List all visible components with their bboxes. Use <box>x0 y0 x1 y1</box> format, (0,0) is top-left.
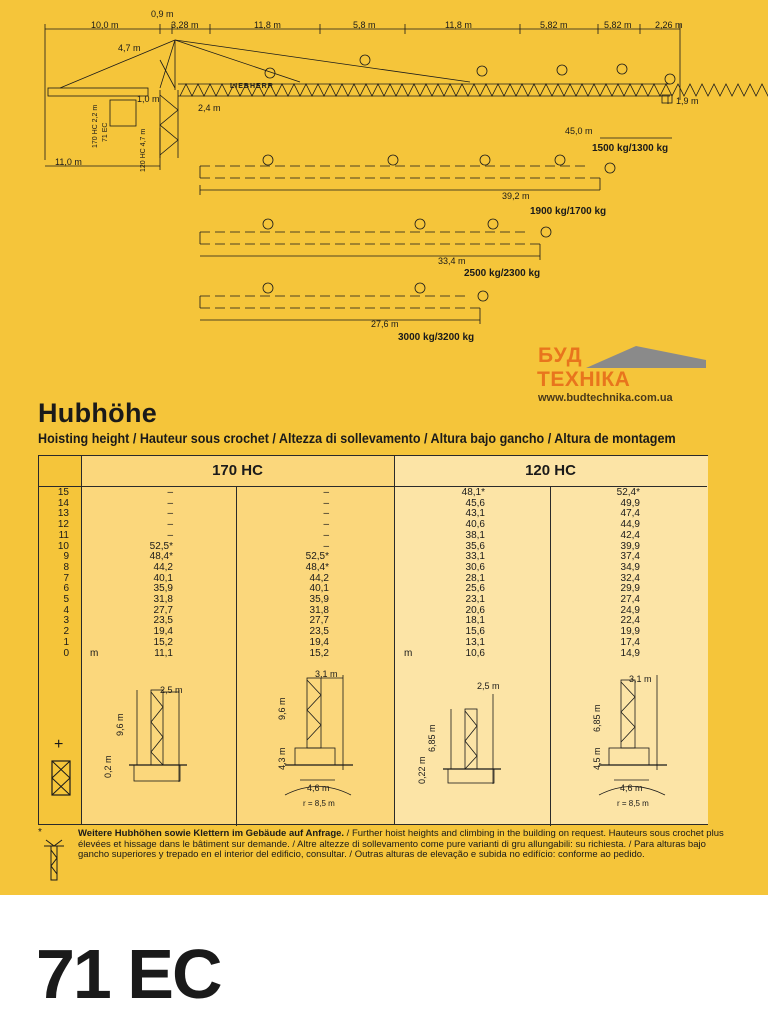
table-cell: – <box>323 497 329 509</box>
divider <box>81 456 82 824</box>
table-cell: 25,6 <box>465 583 485 595</box>
table-cell: 17,4 <box>620 636 640 648</box>
table-cell: 27,7 <box>309 615 329 627</box>
vertical-label: 120 HC 4,7 m <box>140 128 147 172</box>
table-cell: – <box>323 508 329 520</box>
dim-label: 5,82 m <box>604 20 632 30</box>
table-cell: 18,1 <box>465 615 485 627</box>
height-index: 15 <box>57 487 69 498</box>
table-cell: – <box>323 540 329 552</box>
table-cell: 40,1 <box>153 572 173 584</box>
height-index: 5 <box>63 594 69 606</box>
table-cell: 37,4 <box>620 551 640 563</box>
height-index: 12 <box>57 519 69 531</box>
height-index: 11 <box>58 529 69 541</box>
table-cell: 15,6 <box>465 626 485 638</box>
load-label: 1500 kg/1300 kg <box>592 143 669 154</box>
load-label: 2500 kg/2300 kg <box>464 268 541 279</box>
dim-label: 3,28 m <box>171 20 199 30</box>
table-cell: – <box>167 487 173 498</box>
table-cell: 20,6 <box>465 604 485 616</box>
values-170hc-a <box>145 488 173 659</box>
crane-jib-diagram <box>0 0 768 345</box>
foundation-diagram <box>265 670 385 800</box>
table-cell: 48,1* <box>461 487 485 498</box>
tower-section-icon <box>51 760 71 796</box>
table-cell: 23,5 <box>153 615 173 627</box>
hoisting-height-table <box>38 455 708 825</box>
table-cell: 27,7 <box>153 604 173 616</box>
watermark-url[interactable]: www.budtechnika.com.ua <box>538 392 673 404</box>
vertical-label: 170 HC 2,2 m <box>92 104 99 148</box>
footnote-rest: / Further hoist heights and climbing in the building on request. Hauteurs sous crochet plus élevées et hissage dans le bâtiment sur demande. / Altre altezze di sollevamento come pure varianti di gru allungabili: su richiesta. / Para alturas bajo gancho superiores y trepado en el interior del edificio, consultar. / Outras alturas de elevação e subida no edifício: conforme ao pedido. <box>78 828 724 861</box>
vertical-label: 71 EC <box>102 122 109 142</box>
table-cell: 19,4 <box>153 626 173 638</box>
table-cell: 28,1 <box>465 572 485 584</box>
table-cell: 43,1 <box>465 508 485 520</box>
table-cell: 22,4 <box>620 615 640 627</box>
table-cell: 38,1 <box>465 529 485 541</box>
table-cell: 27,4 <box>620 594 640 606</box>
dim-label: 2,26 m <box>655 20 683 30</box>
table-cell: – <box>167 529 173 541</box>
dim-label: 11,0 m <box>55 157 82 167</box>
model-name: 71 EC <box>36 935 221 1013</box>
table-cell: 31,8 <box>153 594 173 606</box>
height-index: 7 <box>63 572 69 584</box>
dim-label: 1,0 m <box>137 94 160 104</box>
divider <box>236 486 237 826</box>
climbing-crane-icon <box>42 838 66 882</box>
table-cell: 44,9 <box>620 519 640 531</box>
table-cell: – <box>167 519 173 531</box>
table-cell: 19,4 <box>309 636 329 648</box>
table-cell: 45,6 <box>465 497 485 509</box>
diagram-dim: 6,85 m <box>592 704 602 732</box>
table-cell: 42,4 <box>620 529 640 541</box>
reach-label: 33,4 m <box>438 256 466 266</box>
table-cell: 52,5* <box>305 551 329 563</box>
dim-label: 11,8 m <box>254 20 281 30</box>
values-170hc-b <box>301 488 329 659</box>
watermark-line2: ТЕХНІКА <box>537 368 631 391</box>
table-cell: 34,9 <box>620 561 640 573</box>
table-cell: 15,2 <box>309 647 329 659</box>
values-120hc-a <box>457 488 485 659</box>
height-index-column <box>55 488 69 659</box>
foundation-diagram <box>579 670 699 800</box>
table-cell: 48,4* <box>305 561 329 573</box>
height-index: 1 <box>63 636 69 648</box>
table-cell: 15,2 <box>153 636 173 648</box>
diagram-dim: 4,3 m <box>277 747 287 770</box>
table-cell: 33,1 <box>465 551 485 563</box>
reach-label: 45,0 m <box>565 126 593 136</box>
table-cell: 47,4 <box>620 508 640 520</box>
table-cell: 31,8 <box>309 604 329 616</box>
table-cell: 30,6 <box>465 561 485 573</box>
values-120hc-b <box>612 488 640 659</box>
divider <box>550 486 551 826</box>
dim-label: 0,9 m <box>151 9 174 19</box>
diagram-dim: 6,85 m <box>427 724 437 752</box>
diagram-dim: 9,6 m <box>115 713 125 736</box>
table-cell: 13,1 <box>465 636 485 648</box>
unit-label: m <box>90 648 99 659</box>
load-label: 3000 kg/3200 kg <box>398 332 475 343</box>
table-cell: 44,2 <box>309 572 329 584</box>
height-index: 10 <box>57 540 69 552</box>
dim-label: 1,9 m <box>676 96 699 106</box>
table-cell: 35,9 <box>309 594 329 606</box>
footnote-star: * <box>38 827 42 838</box>
table-cell: 40,1 <box>309 583 329 595</box>
table-cell: 44,2 <box>153 561 173 573</box>
diagram-dim: 3,1 m <box>315 669 338 679</box>
table-cell: 10,6 <box>465 647 485 659</box>
plus-sign: + <box>54 736 64 753</box>
table-cell: 32,4 <box>620 572 640 584</box>
table-cell: – <box>167 508 173 520</box>
table-cell: 48,4* <box>149 551 173 563</box>
dim-label: 5,82 m <box>540 20 568 30</box>
table-cell: 29,9 <box>620 583 640 595</box>
diagram-dim: 4,6 m <box>307 783 330 793</box>
roof-icon <box>586 346 706 368</box>
unit-label: m <box>404 648 413 659</box>
page-subtitle: Hoisting height / Hauteur sous crochet / Altezza di sollevamento / Altura bajo gancho / Altura de montagem <box>38 431 676 446</box>
height-index: 4 <box>63 604 69 616</box>
footnote-text <box>78 829 728 861</box>
diagram-dim: 9,6 m <box>277 697 287 720</box>
table-cell: 52,4* <box>616 487 640 498</box>
table-cell: 23,5 <box>309 626 329 638</box>
diagram-dim: 0,22 m <box>417 756 427 784</box>
reach-label: 39,2 m <box>502 191 530 201</box>
watermark-logo <box>536 344 706 408</box>
height-index: 8 <box>63 561 69 573</box>
table-cell: 19,9 <box>620 626 640 638</box>
diagram-dim: 2,5 m <box>160 685 183 695</box>
height-index: 3 <box>63 615 69 627</box>
table-cell: 23,1 <box>465 594 485 606</box>
dim-label: 4,7 m <box>118 43 141 53</box>
diagram-radius: r = 8,5 m <box>303 799 335 808</box>
divider <box>394 456 395 824</box>
table-cell: 35,9 <box>153 583 173 595</box>
table-cell: 49,9 <box>620 497 640 509</box>
footnote-bold: Weitere Hubhöhen sowie Klettern im Gebäude auf Anfrage. <box>78 828 345 839</box>
group-header-120hc: 120 HC <box>394 456 707 487</box>
height-index: 2 <box>63 626 69 638</box>
diagram-dim: 0,2 m <box>103 755 113 778</box>
table-cell: 39,9 <box>620 540 640 552</box>
dim-label: 5,8 m <box>353 20 376 30</box>
height-index: 13 <box>57 508 69 520</box>
table-cell: 14,9 <box>620 647 640 659</box>
table-cell: – <box>323 519 329 531</box>
height-index: 6 <box>63 583 69 595</box>
table-cell: 11,1 <box>154 647 173 659</box>
diagram-dim: 4,5 m <box>592 747 602 770</box>
group-header-170hc: 170 HC <box>81 456 394 487</box>
foundation-diagram <box>423 684 543 794</box>
dim-label: 2,4 m <box>198 103 221 113</box>
table-cell: – <box>167 497 173 509</box>
page-title: Hubhöhe <box>38 398 158 428</box>
height-index: 14 <box>57 497 69 509</box>
dim-label: 10,0 m <box>91 20 119 30</box>
diagram-radius: r = 8,5 m <box>617 799 649 808</box>
table-cell: 40,6 <box>465 519 485 531</box>
diagram-dim: 4,6 m <box>620 783 643 793</box>
load-label: 1900 kg/1700 kg <box>530 206 607 217</box>
table-cell: 24,9 <box>620 604 640 616</box>
watermark-line1: БУД <box>538 344 583 367</box>
table-cell: 35,6 <box>465 540 485 552</box>
reach-label: 27,6 m <box>371 319 399 329</box>
height-index: 9 <box>63 551 69 563</box>
foundation-diagram <box>109 682 229 792</box>
height-index: 0 <box>63 647 69 659</box>
header-spacer <box>39 456 81 487</box>
brand-label: LIEBHERR <box>230 83 274 90</box>
table-cell: – <box>323 487 329 498</box>
diagram-dim: 3,1 m <box>629 674 652 684</box>
dim-label: 11,8 m <box>445 20 472 30</box>
diagram-dim: 2,5 m <box>477 681 500 691</box>
table-cell: – <box>323 529 329 541</box>
table-cell: 52,5* <box>149 540 173 552</box>
